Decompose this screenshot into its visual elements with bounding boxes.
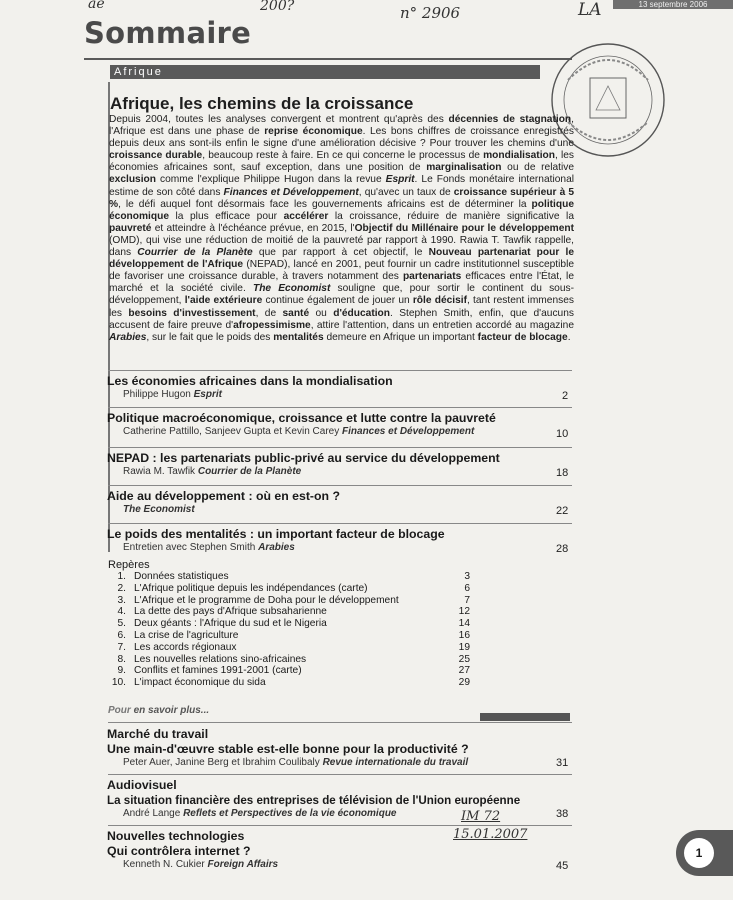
article-page: 45: [556, 860, 569, 872]
section-label: Afrique: [114, 66, 163, 78]
article-title: NEPAD : les partenariats public-privé au service du développement: [107, 451, 500, 465]
item-label: Les accords régionaux: [134, 641, 237, 653]
article-byline: [107, 466, 572, 478]
item-page: 29: [458, 677, 470, 689]
item-page: 6: [464, 582, 470, 594]
article-title: Une main-d'œuvre stable est-elle bonne pour la productivité ?: [107, 742, 469, 756]
rubric-1[interactable]: [107, 727, 572, 769]
article-source: Finances et Développement: [342, 426, 475, 437]
section-bar: [110, 65, 540, 79]
article-source: Arabies: [258, 542, 295, 553]
headline: Afrique, les chemins de la croissance: [110, 94, 414, 113]
list-item[interactable]: [108, 606, 478, 618]
article-source: Courrier de la Planète: [197, 466, 302, 477]
article-page: 18: [556, 467, 569, 479]
article-1[interactable]: [107, 374, 572, 401]
article-source: Reflets et Perspectives de la vie économique: [183, 808, 397, 819]
item-number: 5.: [117, 618, 126, 630]
item-label: Conflits et famines 1991-2001 (carte): [134, 665, 302, 677]
page-title: Sommaire: [84, 16, 252, 50]
article-page: 22: [556, 505, 569, 517]
pour-label: Pour: [108, 705, 131, 716]
article-title: Le poids des mentalités : un important facteur de blocage: [107, 527, 445, 541]
item-number: 2.: [117, 582, 126, 594]
article-title: La situation financière des entreprises de télévision de l'Union européenne: [107, 794, 521, 807]
item-page: 19: [458, 641, 470, 653]
item-page: 7: [464, 594, 470, 606]
article-title: Politique macroéconomique, croissance et lutte contre la pauvreté: [107, 411, 496, 425]
item-number: 4.: [117, 606, 126, 618]
rubric-name: Audiovisuel: [107, 778, 177, 792]
article-page: 28: [556, 543, 569, 555]
list-item[interactable]: [108, 583, 478, 595]
item-number: 1.: [117, 571, 126, 582]
register-number: IM 72: [461, 809, 501, 824]
list-item[interactable]: [108, 654, 478, 666]
article-author: Peter Auer, Janine Berg et Ibrahim Coulibaly: [123, 757, 320, 768]
list-item[interactable]: [108, 595, 478, 607]
item-number: 10.: [111, 677, 126, 689]
article-page: 10: [556, 428, 569, 440]
handwritten-issue-number: n° 2906: [400, 4, 461, 22]
article-title: Les économies africaines dans la mondialisation: [107, 374, 393, 388]
item-label: Données statistiques: [134, 571, 229, 582]
article-5[interactable]: [107, 527, 572, 554]
item-number: 6.: [117, 629, 126, 641]
reperes-title: Repères: [108, 559, 150, 571]
handwritten-note-middle: 200?: [260, 0, 295, 14]
handwritten-note-right: LA: [578, 0, 602, 20]
article-byline: [107, 542, 572, 554]
article-3[interactable]: [107, 451, 572, 478]
list-item[interactable]: [108, 618, 478, 630]
article-4[interactable]: [107, 489, 572, 516]
article-page: 31: [556, 757, 569, 769]
pour-en-savoir-plus[interactable]: [108, 705, 209, 716]
article-author: André Lange: [123, 808, 181, 819]
page-number-tab: [676, 830, 733, 876]
intro-paragraph: Depuis 2004, toutes les analyses convergent et montrent qu'après des décennies de stagnation, l'Afrique est dans une phase de reprise économique. Les bons chiffres de croissance enregistrés depuis deux ans sont-ils enfin le signe d'une amélioration décisive ? Pour trouver les chemins d'une croissance durable, beaucoup reste à faire. En ce qui concerne le processus de mondialisation, les économies africaines sont, sauf exception, dans une position de marginalisation ou de relative exclusion comme l'explique Philippe Hugon dans la revue Esprit. Le Fonds monétaire international estime de son côté dans Finances et Développement, qu'avec un taux de croissance supérieur à 5 %, le défi auquel font désormais face les gouvernements africains est de déterminer la politique économique la plus efficace pour accélérer la croissance, réduire de manière significative la pauvreté et atteindre à l'échéance prévue, en 2015, l'Objectif du Millénaire pour le développement (OMD), qui vise une réduction de moitié de la pauvreté par rapport à 1990. Rawia T. Tawfik rappelle, dans Courrier de la Planète que par rapport à cet objectif, le Nouveau partenariat pour le développement de l'Afrique (NEPAD), lancé en 2001, peut fournir un cadre institutionnel susceptible de favoriser une croissance durable, à travers notamment des partenariats efficaces entre l'État, le marché et la société civile. The Economist souligne que, pour sortir le continent du sous-développement, l'aide extérieure continue également de jouer un rôle décisif, tant restent immenses les besoins d'investissement, de santé ou d'éducation. Stephen Smith, enfin, que d'aucuns accusent de faire preuve d'afropessimisme, attire l'attention, dans un entretien accordé au magazine Arabies, sur le fait que le poids des mentalités demeure en Afrique un important facteur de blocage.: [109, 114, 575, 343]
article-2[interactable]: [107, 411, 572, 438]
article-author: Kenneth N. Cukier: [123, 859, 205, 870]
handwritten-note-left: ae: [88, 0, 105, 12]
article-author: Catherine Pattillo, Sanjeev Gupta et Kevin Carey: [123, 426, 340, 437]
item-label: La crise de l'agriculture: [134, 629, 239, 641]
article-author: Rawia M. Tawfik: [123, 466, 196, 477]
divider: [108, 447, 572, 448]
article-source: Esprit: [193, 389, 222, 400]
register-date: 15.01.2007: [453, 827, 528, 842]
item-number: 8.: [117, 653, 126, 665]
item-page: 25: [458, 653, 470, 665]
list-item[interactable]: [108, 665, 478, 677]
article-title: Qui contrôlera internet ?: [107, 844, 251, 858]
item-page: 3: [464, 571, 470, 582]
item-label: Deux géants : l'Afrique du sud et le Nigeria: [134, 618, 327, 630]
item-number: 9.: [117, 665, 126, 677]
list-item[interactable]: [108, 630, 478, 642]
item-label: L'impact économique du sida: [134, 677, 266, 689]
article-page: 38: [556, 808, 569, 820]
list-item[interactable]: [108, 642, 478, 654]
section-end-bar: [480, 713, 570, 721]
pour-label-rest: en savoir plus...: [133, 705, 210, 716]
title-rule: [84, 58, 572, 60]
article-byline: [107, 426, 572, 438]
article-page: 2: [562, 390, 569, 402]
register-note: [401, 808, 581, 844]
article-byline: [107, 859, 572, 871]
item-page: 14: [458, 618, 470, 630]
item-label: La dette des pays d'Afrique subsaharienne: [134, 606, 327, 618]
reperes-list: [108, 571, 478, 689]
article-byline: [107, 504, 572, 516]
item-number: 3.: [117, 594, 126, 606]
article-source: Foreign Affairs: [207, 859, 279, 870]
item-number: 7.: [117, 641, 126, 653]
divider: [108, 774, 572, 775]
item-page: 12: [458, 606, 470, 618]
divider: [108, 407, 572, 408]
divider: [108, 485, 572, 486]
item-label: L'Afrique politique depuis les indépendances (carte): [134, 582, 368, 594]
rubric-name: Marché du travail: [107, 727, 209, 741]
divider: [108, 722, 572, 723]
article-source: The Economist: [123, 504, 195, 515]
item-label: Les nouvelles relations sino-africaines: [134, 653, 307, 665]
page-number: 1: [684, 838, 714, 868]
article-title: Aide au développement : où en est-on ?: [107, 489, 340, 503]
article-source: Revue internationale du travail: [322, 757, 469, 768]
article-author: Philippe Hugon: [123, 389, 191, 400]
article-author: Entretien avec Stephen Smith: [123, 542, 256, 553]
article-byline: [107, 389, 572, 401]
divider: [108, 523, 572, 524]
item-label: L'Afrique et le programme de Doha pour le développement: [134, 594, 399, 606]
rubric-name: Nouvelles technologies: [107, 829, 245, 843]
item-page: 16: [458, 629, 470, 641]
list-item[interactable]: [108, 571, 478, 583]
article-byline: [107, 757, 572, 769]
item-page: 27: [458, 665, 470, 677]
list-item[interactable]: [108, 677, 478, 689]
issue-date: 13 septembre 2006: [613, 0, 733, 9]
divider: [108, 370, 572, 371]
